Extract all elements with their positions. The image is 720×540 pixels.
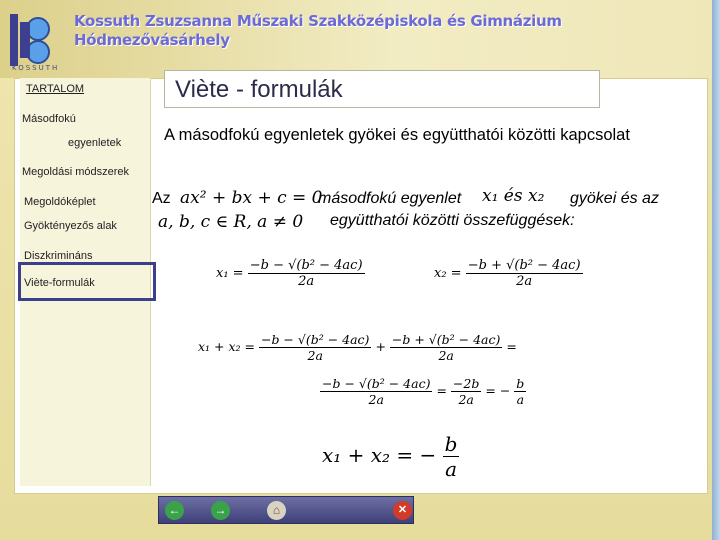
sidebar-item-masodfoku[interactable]: Másodfokú bbox=[22, 113, 76, 125]
arrow-left-icon[interactable]: ← bbox=[165, 501, 184, 520]
sum-term-1 bbox=[259, 332, 371, 363]
step2-equals-2: = bbox=[485, 383, 496, 398]
step2-2a: 2a bbox=[458, 392, 474, 407]
sidebar-item-megoldasi-modszerek[interactable]: Megoldási módszerek bbox=[22, 166, 129, 178]
sidebar-item-gyoktenyezos-alak[interactable]: Gyöktényezős alak bbox=[24, 220, 117, 232]
step2-term-1-numerator: −b − √(b² − 4ac) bbox=[322, 376, 431, 391]
equation-general: ax² + bx + c = 0 bbox=[180, 188, 323, 208]
step2-neg2b-fraction bbox=[451, 376, 481, 407]
x2-numerator: −b + √(b² − 4ac) bbox=[467, 258, 581, 273]
sidebar-item-diszkriminans[interactable]: Diszkrimináns bbox=[24, 250, 93, 262]
step2-b-over-a bbox=[514, 376, 526, 407]
x1-numerator: −b − √(b² − 4ac) bbox=[249, 258, 363, 273]
formula-final bbox=[322, 432, 459, 481]
navigation-bar bbox=[158, 496, 414, 524]
page-title: Viète - formulák bbox=[175, 76, 343, 103]
page-subtitle: A másodfokú egyenletek gyökei és együtthatói közötti kapcsolat bbox=[164, 126, 630, 144]
sidebar-item-egyenletek[interactable]: egyenletek bbox=[68, 137, 122, 149]
step2-term-1-denominator: 2a bbox=[368, 392, 384, 407]
sum-term-1-numerator: −b − √(b² − 4ac) bbox=[260, 332, 370, 347]
home-icon[interactable]: ⌂ bbox=[267, 501, 286, 520]
formula-x2 bbox=[434, 258, 583, 289]
x2-denominator: 2a bbox=[516, 274, 533, 289]
x1-denominator: 2a bbox=[298, 274, 315, 289]
x2-fraction bbox=[466, 258, 583, 289]
final-denominator: a bbox=[445, 457, 458, 481]
sum-term-2-denominator: 2a bbox=[438, 348, 454, 363]
intro-text-2: gyökei és az bbox=[570, 190, 659, 207]
right-edge-decoration bbox=[712, 0, 720, 540]
school-logo bbox=[8, 12, 66, 68]
sum-term-2-numerator: −b + √(b² − 4ac) bbox=[391, 332, 501, 347]
step2-equals-1: = bbox=[436, 383, 447, 398]
sum-lhs: x₁ + x₂ = bbox=[198, 339, 255, 354]
close-icon[interactable]: ✕ bbox=[393, 501, 412, 520]
roots-label: x₁ és x₂ bbox=[482, 186, 545, 206]
sum-term-2 bbox=[390, 332, 502, 363]
step2-term-1 bbox=[320, 376, 432, 407]
title-box bbox=[164, 70, 600, 108]
x1-lhs: x₁ = bbox=[216, 266, 244, 281]
formula-x1 bbox=[216, 258, 365, 289]
logo-caption: KOSSUTH bbox=[12, 64, 60, 72]
sum-plus: + bbox=[375, 339, 386, 354]
step2-b: b bbox=[516, 376, 525, 391]
school-city: Hódmezővásárhely bbox=[74, 31, 230, 49]
step2-a: a bbox=[516, 392, 525, 407]
step2-neg2b: −2b bbox=[452, 376, 480, 391]
sum-equals: = bbox=[506, 339, 517, 354]
sidebar-item-tartalom[interactable]: TARTALOM bbox=[26, 83, 85, 95]
equation-condition: a, b, c ∈ R, a ≠ 0 bbox=[158, 212, 304, 232]
x1-fraction bbox=[248, 258, 365, 289]
formula-sum-step-2 bbox=[320, 376, 526, 407]
intro-text-3: együtthatói közötti összefüggések: bbox=[330, 212, 575, 229]
sum-term-1-denominator: 2a bbox=[307, 348, 323, 363]
final-lhs: x₁ + x₂ = − bbox=[322, 443, 437, 467]
sidebar-item-viete-formulak[interactable]: Viète-formulák bbox=[24, 277, 95, 289]
intro-text-1: másodfokú egyenlet bbox=[318, 190, 462, 207]
sidebar-item-megoldokeplet[interactable]: Megoldóképlet bbox=[24, 196, 96, 208]
final-numerator: b bbox=[444, 432, 458, 456]
x2-lhs: x₂ = bbox=[434, 266, 462, 281]
intro-word: Az bbox=[152, 190, 171, 207]
arrow-right-icon[interactable]: → bbox=[211, 501, 230, 520]
formula-sum bbox=[198, 332, 517, 363]
final-fraction bbox=[443, 432, 460, 481]
school-name: Kossuth Zsuzsanna Műszaki Szakközépiskola és Gimnázium bbox=[74, 12, 562, 30]
step2-minus: − bbox=[499, 383, 511, 398]
